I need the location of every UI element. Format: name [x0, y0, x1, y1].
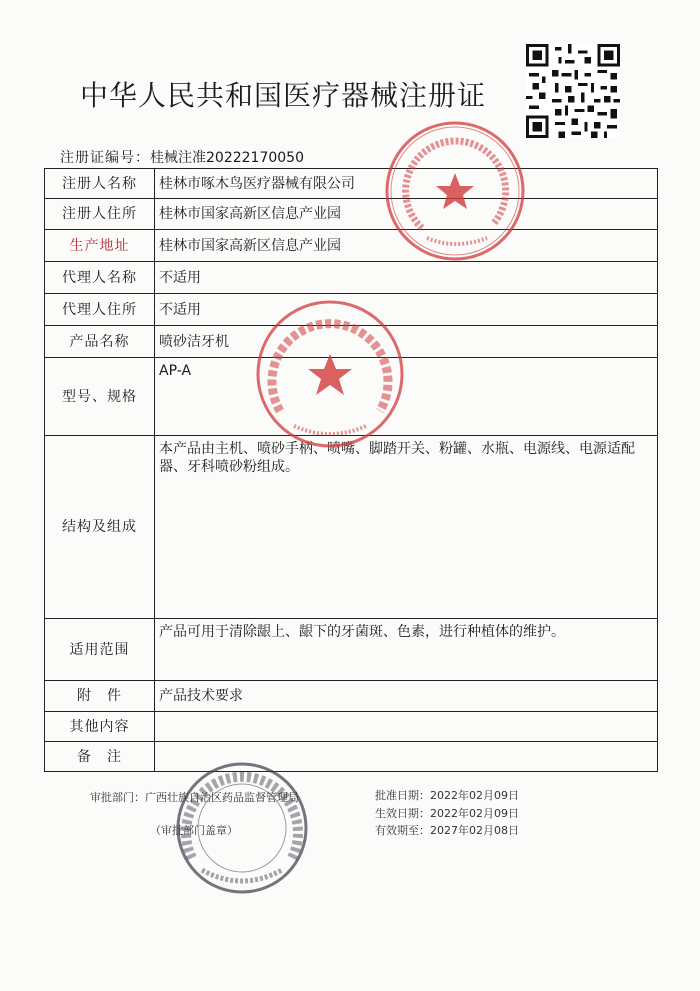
value-other-content	[155, 712, 658, 742]
table-row	[45, 169, 658, 199]
table-row	[45, 681, 658, 712]
label-other-content: 其他内容	[45, 712, 155, 742]
table-row	[45, 230, 658, 262]
table-row	[45, 262, 658, 294]
registration-number-value: 桂械注准20222170050	[150, 150, 304, 166]
value-structure-composition: 本产品由主机、喷砂手柄、喷嘴、脚踏开关、粉罐、水瓶、电源线、电源适配器、牙科喷砂粉组成。	[155, 436, 658, 619]
approval-department-label: 审批部门：	[90, 791, 145, 804]
table-row	[45, 199, 658, 230]
value-registrant-name: 桂林市啄木鸟医疗器械有限公司	[155, 169, 658, 199]
expiry-date-label: 有效期至：	[375, 824, 430, 837]
company-seal	[382, 118, 528, 264]
value-attachments: 产品技术要求	[155, 681, 658, 712]
expiry-date-value: 2027年02月08日	[430, 824, 519, 837]
value-scope-of-use: 产品可用于清除龈上、龈下的牙菌斑、色素，进行种植体的维护。	[155, 619, 658, 681]
label-scope-of-use: 适用范围	[45, 619, 155, 681]
label-production-address: 生产地址	[45, 230, 155, 262]
authority-seal	[172, 758, 312, 898]
registration-table	[44, 168, 658, 772]
label-agent-address: 代理人住所	[45, 294, 155, 326]
value-production-address: 桂林市国家高新区信息产业园	[155, 230, 658, 262]
registration-number-label: 注册证编号：	[60, 150, 150, 166]
label-structure-composition: 结构及组成	[45, 436, 155, 619]
label-agent-name: 代理人名称	[45, 262, 155, 294]
label-registrant-address: 注册人住所	[45, 199, 155, 230]
document-title: 中华人民共和国医疗器械注册证	[80, 79, 487, 112]
qr-code	[526, 44, 620, 138]
expiry-date	[375, 822, 519, 838]
table-row	[45, 436, 658, 619]
value-agent-name: 不适用	[155, 262, 658, 294]
table-row	[45, 619, 658, 681]
distributor-seal	[252, 296, 408, 452]
label-registrant-name: 注册人名称	[45, 169, 155, 199]
value-registrant-address: 桂林市国家高新区信息产业园	[155, 199, 658, 230]
effective-date-value: 2022年02月09日	[430, 807, 519, 820]
label-model-spec: 型号、规格	[45, 358, 155, 436]
effective-date-label: 生效日期：	[375, 807, 430, 820]
seal-note: （审批部门盖章）	[150, 824, 238, 837]
table-row	[45, 742, 658, 772]
value-product-name: 喷砂洁牙机	[155, 326, 658, 358]
effective-date	[375, 805, 519, 821]
approval-date-value: 2022年02月09日	[430, 789, 519, 802]
registration-number	[60, 147, 304, 167]
approval-department-value: 广西壮族自治区药品监督管理局	[145, 791, 299, 804]
approval-date	[375, 787, 519, 803]
value-agent-address: 不适用	[155, 294, 658, 326]
label-product-name: 产品名称	[45, 326, 155, 358]
side-watermark	[680, 60, 700, 960]
label-attachments: 附 件	[45, 681, 155, 712]
table-row	[45, 712, 658, 742]
value-model-spec: AP-A	[155, 358, 658, 436]
label-remarks: 备 注	[45, 742, 155, 772]
approval-date-label: 批准日期：	[375, 789, 430, 802]
